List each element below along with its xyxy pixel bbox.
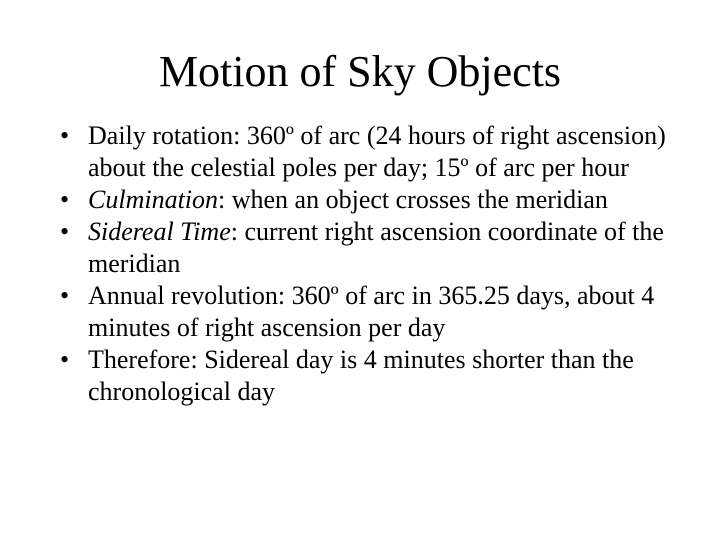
slide-title: Motion of Sky Objects <box>158 47 562 96</box>
bullet-item <box>60 184 680 216</box>
bullet-icon: • <box>60 185 70 214</box>
bullet-item <box>60 280 680 344</box>
bullet-text: : when an object crosses the meridian <box>218 185 608 214</box>
bullet-icon: • <box>60 281 70 310</box>
bullet-icon: • <box>60 217 70 246</box>
bullet-text: Therefore: Sidereal day is 4 minutes shorter than the chronological day <box>88 345 634 406</box>
bullet-text: Annual revolution: 360º of arc in 365.25 days, about 4 minutes of right ascension per day <box>88 281 655 342</box>
bullet-icon: • <box>60 345 70 374</box>
bullet-text: : current right ascension coordinate of the meridian <box>88 217 664 278</box>
bullet-list <box>60 120 680 408</box>
bullet-item <box>60 216 680 280</box>
bullet-item <box>60 120 680 184</box>
bullet-icon: • <box>60 121 70 150</box>
bullet-term: Sidereal Time <box>88 217 231 246</box>
bullet-item <box>60 344 680 408</box>
bullet-term: Culmination <box>88 185 219 214</box>
bullet-text: Daily rotation: 360º of arc (24 hours of right ascension) about the celestial poles per day; 15º of arc per hour <box>88 121 666 182</box>
